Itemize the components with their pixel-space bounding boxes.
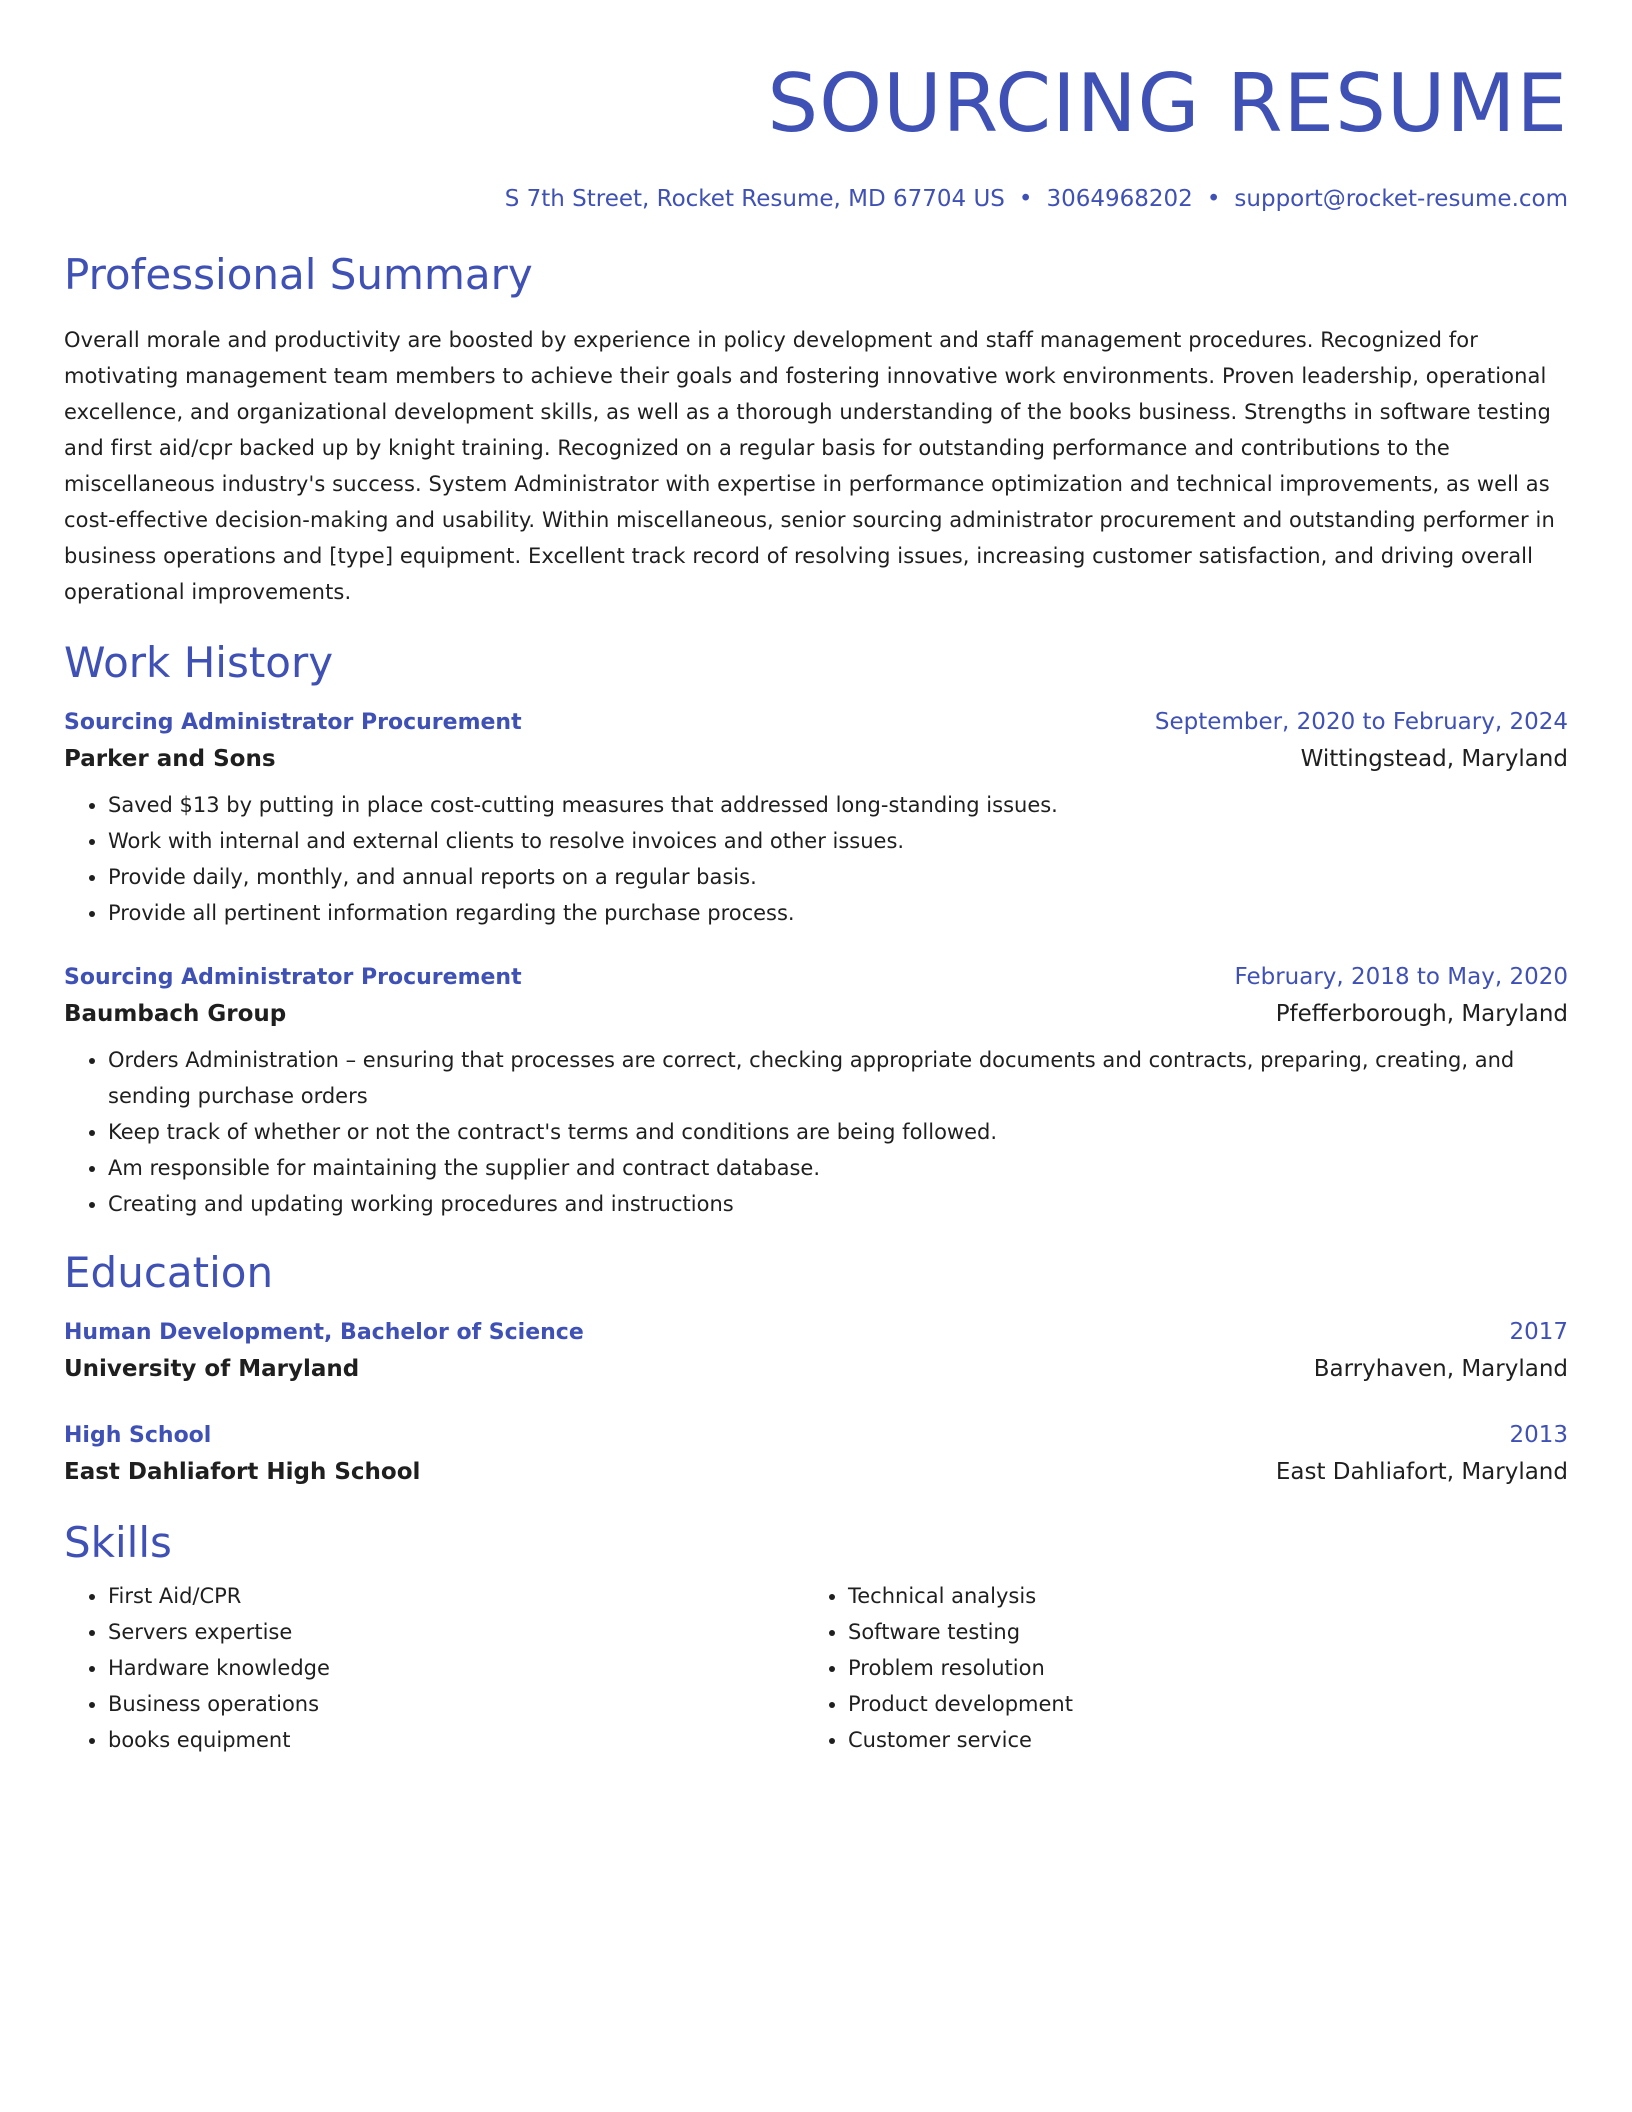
education-entry [64, 1316, 1568, 1389]
skills-list-right [804, 1578, 1544, 1758]
job-location: Pfefferborough, Maryland [1275, 1001, 1568, 1027]
education-year: 2017 [1509, 1319, 1568, 1345]
skill-item: • Product development [848, 1686, 1544, 1722]
skill-item: • books equipment [108, 1722, 804, 1758]
education-location: Barryhaven, Maryland [1313, 1356, 1568, 1382]
job-bullet: • Orders Administration – ensuring that processes are correct, checking appropriate documents and contracts, preparing, creating, and sending purchase orders [108, 1042, 1568, 1114]
skill-item: • First Aid/CPR [108, 1578, 804, 1614]
job-bullet: • Provide all pertinent information regarding the purchase process. [108, 895, 1568, 931]
skill-item: • Problem resolution [848, 1650, 1544, 1686]
education-year: 2013 [1509, 1422, 1568, 1448]
job-bullet: • Saved $13 by putting in place cost-cutting measures that addressed long-standing issues. [108, 787, 1568, 823]
job-company: Parker and Sons [64, 746, 276, 772]
education-entry [64, 1419, 1568, 1492]
education-degree: Human Development, Bachelor of Science [64, 1320, 584, 1345]
job-dates: September, 2020 to February, 2024 [1154, 709, 1568, 735]
job-bullet: • Provide daily, monthly, and annual reports on a regular basis. [108, 859, 1568, 895]
contact-separator: • [1206, 186, 1221, 212]
contact-phone: 3064968202 [1046, 186, 1193, 212]
resume-title: SOURCING RESUME [767, 57, 1568, 150]
job-bullet: • Keep track of whether or not the contract's terms and conditions are being followed. [108, 1114, 1568, 1150]
summary-text: Overall morale and productivity are boosted by experience in policy development and staff management procedures. Recognized for motivating management team members to achieve their goals and fostering innovative work environments. Proven leadership, operational excellence, and organizational development skills, as well as a thorough understanding of the books business. Strengths in software testing and first aid/cpr backed up by knight training. Recognized on a regular basis for outstanding performance and contributions to the miscellaneous industry's success. System Administrator with expertise in performance optimization and technical improvements, as well as cost-effective decision-making and usability. Within miscellaneous, senior sourcing administrator procurement and outstanding performer in business operations and [type] equipment. Excellent track record of resolving issues, increasing customer satisfaction, and driving overall operational improvements. [64, 328, 1555, 604]
work-history-heading: Work History [64, 638, 334, 687]
job-role: Sourcing Administrator Procurement [64, 710, 522, 735]
job-bullet: • Work with internal and external clients to resolve invoices and other issues. [108, 823, 1568, 859]
skill-item: • Hardware knowledge [108, 1650, 804, 1686]
education-degree: High School [64, 1423, 212, 1448]
job-bullet: • Creating and updating working procedures and instructions [108, 1186, 1568, 1222]
job-bullets [64, 787, 1568, 931]
job-company: Baumbach Group [64, 1001, 287, 1027]
job-bullets [64, 1042, 1568, 1222]
education-school: University of Maryland [64, 1356, 360, 1382]
job-entry [64, 961, 1568, 1222]
skill-item: • Business operations [108, 1686, 804, 1722]
summary-heading: Professional Summary [64, 250, 533, 299]
contact-address: S 7th Street, Rocket Resume, MD 67704 US [504, 186, 1005, 212]
skills-heading: Skills [64, 1518, 172, 1567]
skills-columns [64, 1578, 1568, 1758]
skill-item: • Technical analysis [848, 1578, 1544, 1614]
job-dates: February, 2018 to May, 2020 [1234, 964, 1568, 990]
skill-item: • Servers expertise [108, 1614, 804, 1650]
contact-separator: • [1018, 186, 1033, 212]
job-entry [64, 706, 1568, 931]
education-location: East Dahliafort, Maryland [1275, 1459, 1568, 1485]
education-school: East Dahliafort High School [64, 1459, 421, 1485]
contact-email: support@rocket-resume.com [1234, 186, 1568, 212]
skill-item: • Customer service [848, 1722, 1544, 1758]
skill-item: • Software testing [848, 1614, 1544, 1650]
contact-line [64, 184, 1568, 214]
education-heading: Education [64, 1248, 274, 1297]
skills-list-left [64, 1578, 804, 1758]
job-location: Wittingstead, Maryland [1300, 746, 1568, 772]
job-role: Sourcing Administrator Procurement [64, 965, 522, 990]
job-bullet: • Am responsible for maintaining the supplier and contract database. [108, 1150, 1568, 1186]
